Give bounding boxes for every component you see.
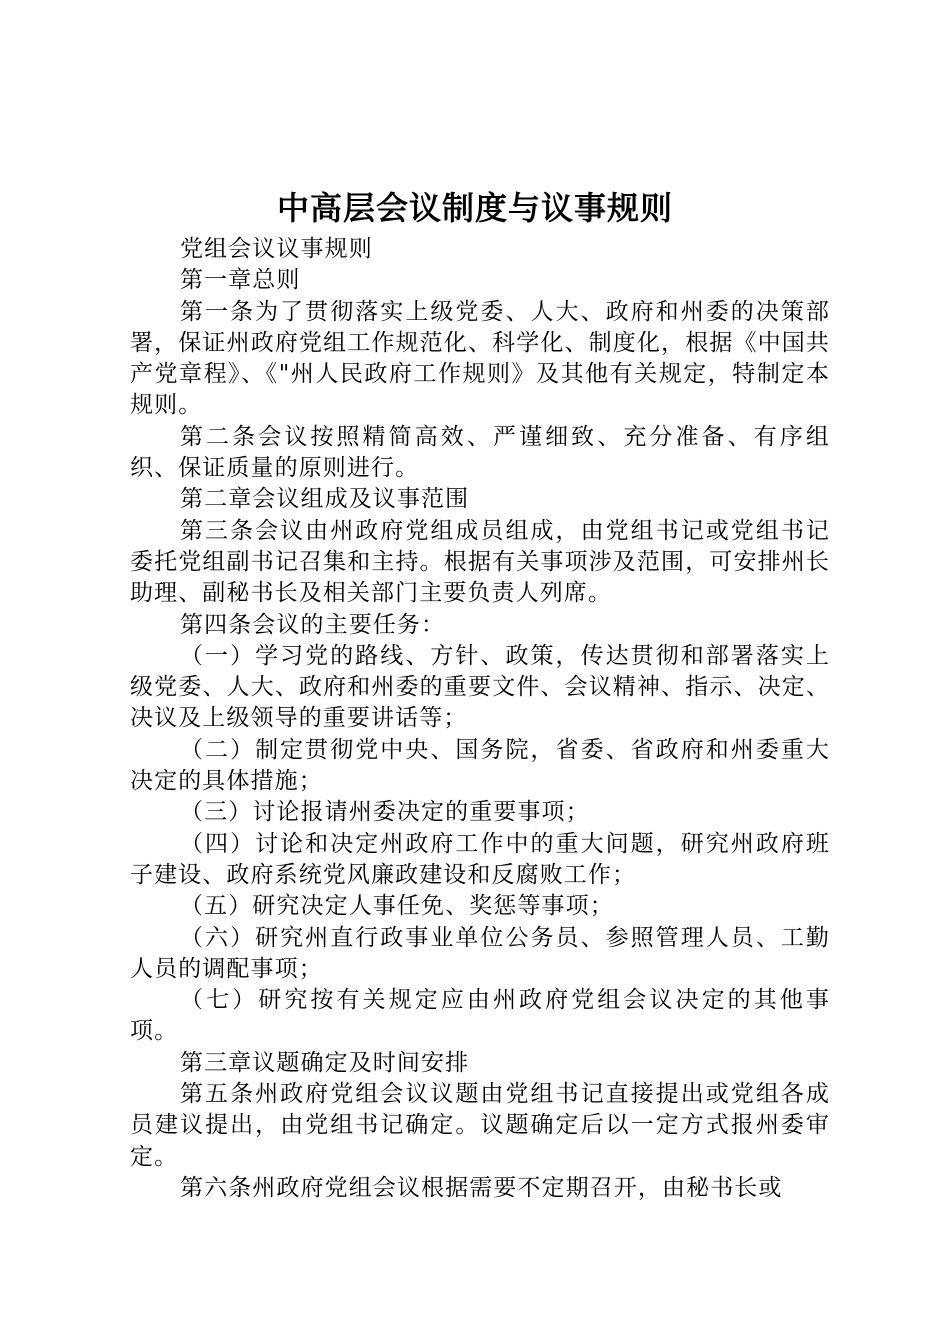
paragraph: 第三条会议由州政府党组成员组成，由党组书记或党组书记委托党组副书记召集和主持。根据有关事项涉及范围，可安排州长助理、副秘书长及相关部门主要负责人列席。 (130, 517, 830, 607)
document-title: 中高层会议制度与议事规则 (276, 189, 673, 227)
paragraph: 第六条州政府党组会议根据需要不定期召开，由秘书长或 (180, 1174, 783, 1201)
list-item: （三）讨论报请州委决定的重要事项； (180, 799, 590, 826)
paragraph: 第二条会议按照精简高效、严谨细致、充分准备、有序组织、保证质量的原则进行。 (130, 423, 830, 482)
document-body (130, 234, 830, 1204)
list-item: （四）讨论和决定州政府工作中的重大问题，研究州政府班子建设、政府系统党风廉政建设和反腐败工作； (130, 830, 830, 888)
paragraph: 第一条为了贯彻落实上级党委、人大、政府和州委的决策部署，保证州政府党组工作规范化、科学化、制度化，根据《中国共产党章程》、《"州人民政府工作规则》及其他有关规定，特制定本规则。 (130, 298, 830, 419)
paragraph: 第四条会议的主要任务： (180, 611, 446, 638)
list-item: （五）研究决定人事任免、奖惩等事项； (180, 893, 614, 920)
paragraph: 第五条州政府党组会议议题由党组书记直接提出或党组各成员建议提出，由党组书记确定。议题确定后以一定方式报州委审定。 (130, 1081, 830, 1170)
list-item: （六）研究州直行政事业单位公务员、参照管理人员、工勤人员的调配事项； (130, 924, 830, 982)
chapter-heading: 第三章议题确定及时间安排 (180, 1049, 470, 1076)
list-item: （一）学习党的路线、方针、政策，传达贯彻和部署落实上级党委、人大、政府和州委的重要文件、会议精神、指示、决定、决议及上级领导的重要讲话等； (130, 642, 830, 732)
chapter-heading: 第一章总则 (180, 267, 301, 294)
paragraph: 党组会议议事规则 (180, 236, 373, 262)
list-item: （二）制定贯彻党中央、国务院，省委、省政府和州委重大决定的具体措施； (130, 736, 830, 795)
chapter-heading: 第二章会议组成及议事范围 (180, 486, 470, 513)
list-item: （七）研究按有关规定应由州政府党组会议决定的其他事项。 (130, 987, 830, 1045)
